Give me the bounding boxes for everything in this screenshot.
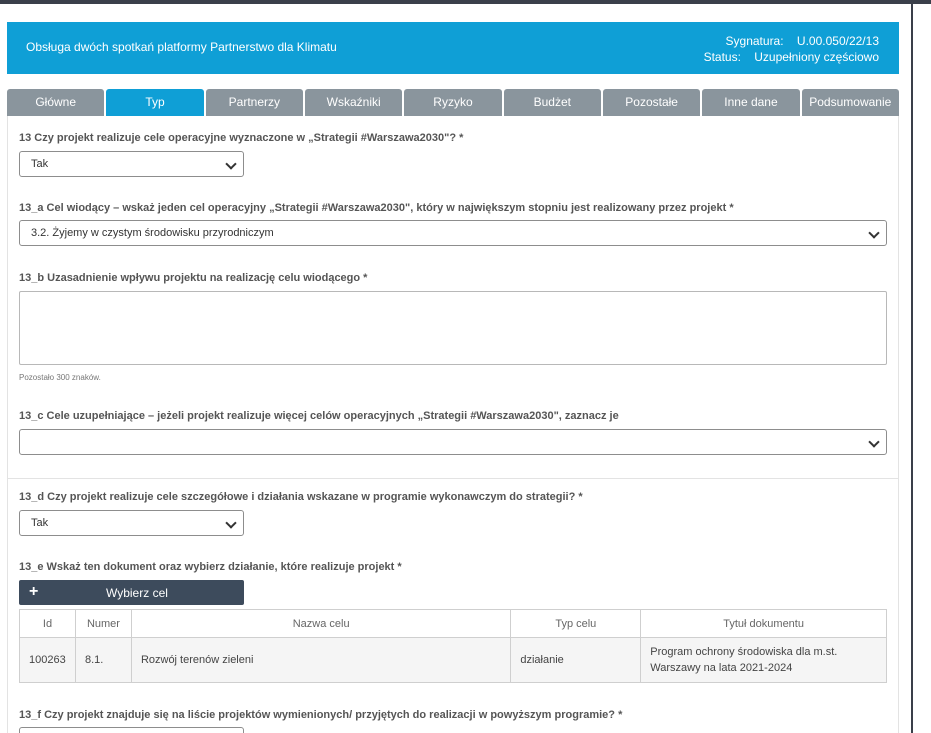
- q13c-select[interactable]: [19, 429, 887, 455]
- tab-bar: [7, 89, 899, 116]
- cell-nazwa: Rozwój terenów zieleni: [131, 638, 510, 683]
- col-numer: Numer: [75, 610, 131, 638]
- project-meta: [704, 33, 879, 65]
- col-typ-celu: Typ celu: [511, 610, 641, 638]
- col-tytul-dokumentu: Tytuł dokumentu: [641, 610, 887, 638]
- status-label: Status:: [703, 50, 741, 64]
- q13-select[interactable]: [19, 151, 244, 177]
- q13b-label: 13_b Uzasadnienie wpływu projektu na realizację celu wiodącego *: [19, 272, 368, 284]
- top-border: [0, 0, 931, 4]
- tab-glowne[interactable]: Główne: [7, 89, 104, 116]
- cell-id: 100263: [20, 638, 76, 683]
- tab-pozostale[interactable]: Pozostałe: [603, 89, 700, 116]
- goals-table-header: [20, 610, 887, 638]
- q13d-select-value: Tak: [31, 517, 49, 529]
- q13a-select[interactable]: [19, 220, 887, 246]
- q13f-select[interactable]: [19, 727, 244, 733]
- table-row[interactable]: [20, 638, 887, 683]
- tab-partnerzy[interactable]: Partnerzy: [206, 89, 303, 116]
- q13d-select[interactable]: [19, 510, 244, 536]
- chevron-down-icon: [868, 436, 879, 447]
- q13d-label: 13_d Czy projekt realizuje cele szczegółowe i działania wskazane w programie wykonawczym do strategii? *: [19, 491, 583, 503]
- form-content: [7, 116, 899, 733]
- tab-typ[interactable]: Typ: [106, 89, 203, 116]
- q13f-label: 13_f Czy projekt znajduje się na liście projektów wymienionych/ przyjętych do realizacji w powyższym programie? *: [19, 709, 623, 721]
- select-goal-button-label: Wybierz cel: [106, 586, 168, 600]
- chevron-down-icon: [225, 158, 236, 169]
- right-border: [911, 4, 913, 733]
- status-value: Uzupełniony częściowo: [754, 50, 879, 64]
- tab-ryzyko[interactable]: Ryzyko: [404, 89, 501, 116]
- cell-typ: działanie: [511, 638, 641, 683]
- cell-tytul: Program ochrony środowiska dla m.st. Warszawy na lata 2021-2024: [641, 638, 887, 683]
- q13b-char-counter: Pozostało 300 znaków.: [19, 373, 101, 382]
- q13e-label: 13_e Wskaż ten dokument oraz wybierz działanie, które realizuje projekt *: [19, 561, 402, 573]
- col-id: Id: [20, 610, 76, 638]
- q13a-label: 13_a Cel wiodący – wskaż jeden cel operacyjny „Strategii #Warszawa2030", który w największym stopniu jest realizowany przez projekt *: [19, 202, 734, 214]
- tab-wskazniki[interactable]: Wskaźniki: [305, 89, 402, 116]
- section-divider: [8, 478, 898, 479]
- cell-numer: 8.1.: [75, 638, 131, 683]
- q13-label: 13 Czy projekt realizuje cele operacyjne wyznaczone w „Strategii #Warszawa2030"? *: [19, 132, 464, 144]
- tab-podsumowanie[interactable]: Podsumowanie: [802, 89, 899, 116]
- q13a-select-value: 3.2. Żyjemy w czystym środowisku przyrodniczym: [31, 227, 274, 239]
- q13c-label: 13_c Cele uzupełniające – jeżeli projekt realizuje więcej celów operacyjnych „Strategii #Warszawa2030", zaznacz je: [19, 410, 619, 422]
- plus-icon: +: [29, 583, 39, 600]
- chevron-down-icon: [225, 517, 236, 528]
- signature-value: U.00.050/22/13: [796, 34, 879, 48]
- col-nazwa-celu: Nazwa celu: [131, 610, 510, 638]
- project-header: [7, 22, 899, 74]
- project-title: Obsługa dwóch spotkań platformy Partnerstwo dla Klimatu: [26, 40, 337, 54]
- goals-table: [19, 609, 887, 683]
- tab-inne-dane[interactable]: Inne dane: [702, 89, 799, 116]
- q13-select-value: Tak: [31, 158, 49, 170]
- signature-label: Sygnatura:: [725, 34, 784, 48]
- chevron-down-icon: [868, 227, 879, 238]
- select-goal-button[interactable]: [19, 580, 244, 605]
- tab-budzet[interactable]: Budżet: [504, 89, 601, 116]
- q13b-textarea[interactable]: [19, 291, 887, 365]
